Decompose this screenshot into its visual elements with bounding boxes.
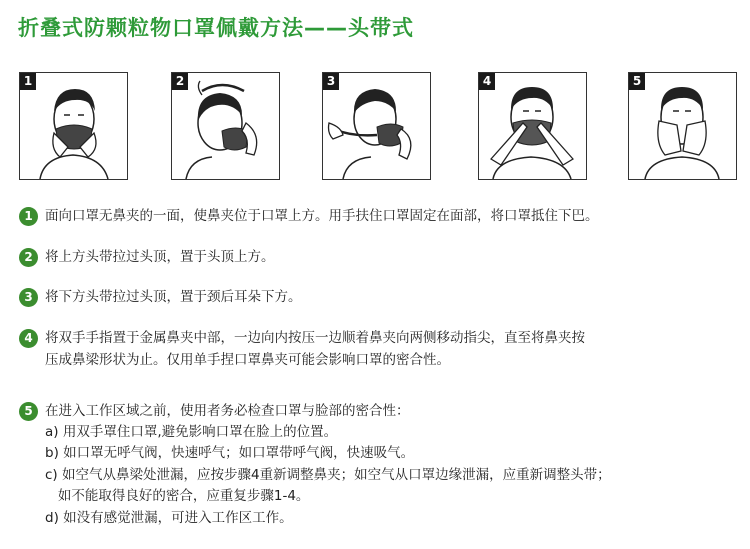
- step-illustration-3: [322, 72, 431, 180]
- panel-number: 3: [323, 73, 339, 90]
- panel-number: 4: [479, 73, 495, 90]
- person-checking-seal-illustration: [629, 73, 736, 179]
- step-text: 面向口罩无鼻夹的一面，使鼻夹位于口罩上方。用手扶住口罩固定在面部，将口罩抵住下巴。: [45, 208, 599, 224]
- person-holding-mask-illustration: [20, 73, 127, 179]
- step-text: 压成鼻梁形状为止。仅用单手捏口罩鼻夹可能会影响口罩的密合性。: [45, 352, 450, 368]
- step-number-badge: 5: [19, 402, 38, 421]
- step-illustration-2: [171, 72, 280, 180]
- person-pulling-top-strap-illustration: [172, 73, 279, 179]
- step-illustration-4: [478, 72, 587, 180]
- check-item-d: d) 如没有感觉泄漏，可进入工作区工作。: [45, 510, 293, 526]
- check-item-c: c) 如空气从鼻梁处泄漏，应按步骤4重新调整鼻夹；如空气从口罩边缘泄漏，应重新调整头带；: [45, 467, 611, 483]
- panel-number: 5: [629, 73, 645, 90]
- check-item-b: b) 如口罩无呼气阀，快速呼气；如口罩带呼气阀，快速吸气。: [45, 445, 415, 461]
- illustration-strip: [19, 72, 735, 182]
- step-illustration-1: [19, 72, 128, 180]
- step-number-badge: 3: [19, 288, 38, 307]
- step-text: 将下方头带拉过头顶，置于颈后耳朵下方。: [45, 289, 302, 305]
- step-number-badge: 4: [19, 329, 38, 348]
- step-text: 将双手手指置于金属鼻夹中部，一边向内按压一边顺着鼻夹向两侧移动指尖，直至将鼻夹按: [45, 330, 585, 346]
- step-text: 在进入工作区域之前，使用者务必检查口罩与脸部的密合性：: [45, 403, 410, 419]
- person-pressing-nose-clip-illustration: [479, 73, 586, 179]
- person-pulling-bottom-strap-illustration: [323, 73, 430, 179]
- check-item-c-continued: 如不能取得良好的密合，应重复步骤1-4。: [45, 488, 310, 504]
- check-item-a: a) 用双手罩住口罩,避免影响口罩在脸上的位置。: [45, 424, 338, 440]
- step-number-badge: 1: [19, 207, 38, 226]
- step-text: 将上方头带拉过头顶，置于头顶上方。: [45, 249, 275, 265]
- step-illustration-5: [628, 72, 737, 180]
- page-title: 折叠式防颗粒物口罩佩戴方法——头带式: [18, 16, 414, 40]
- panel-number: 1: [20, 73, 36, 90]
- step-number-badge: 2: [19, 248, 38, 267]
- panel-number: 2: [172, 73, 188, 90]
